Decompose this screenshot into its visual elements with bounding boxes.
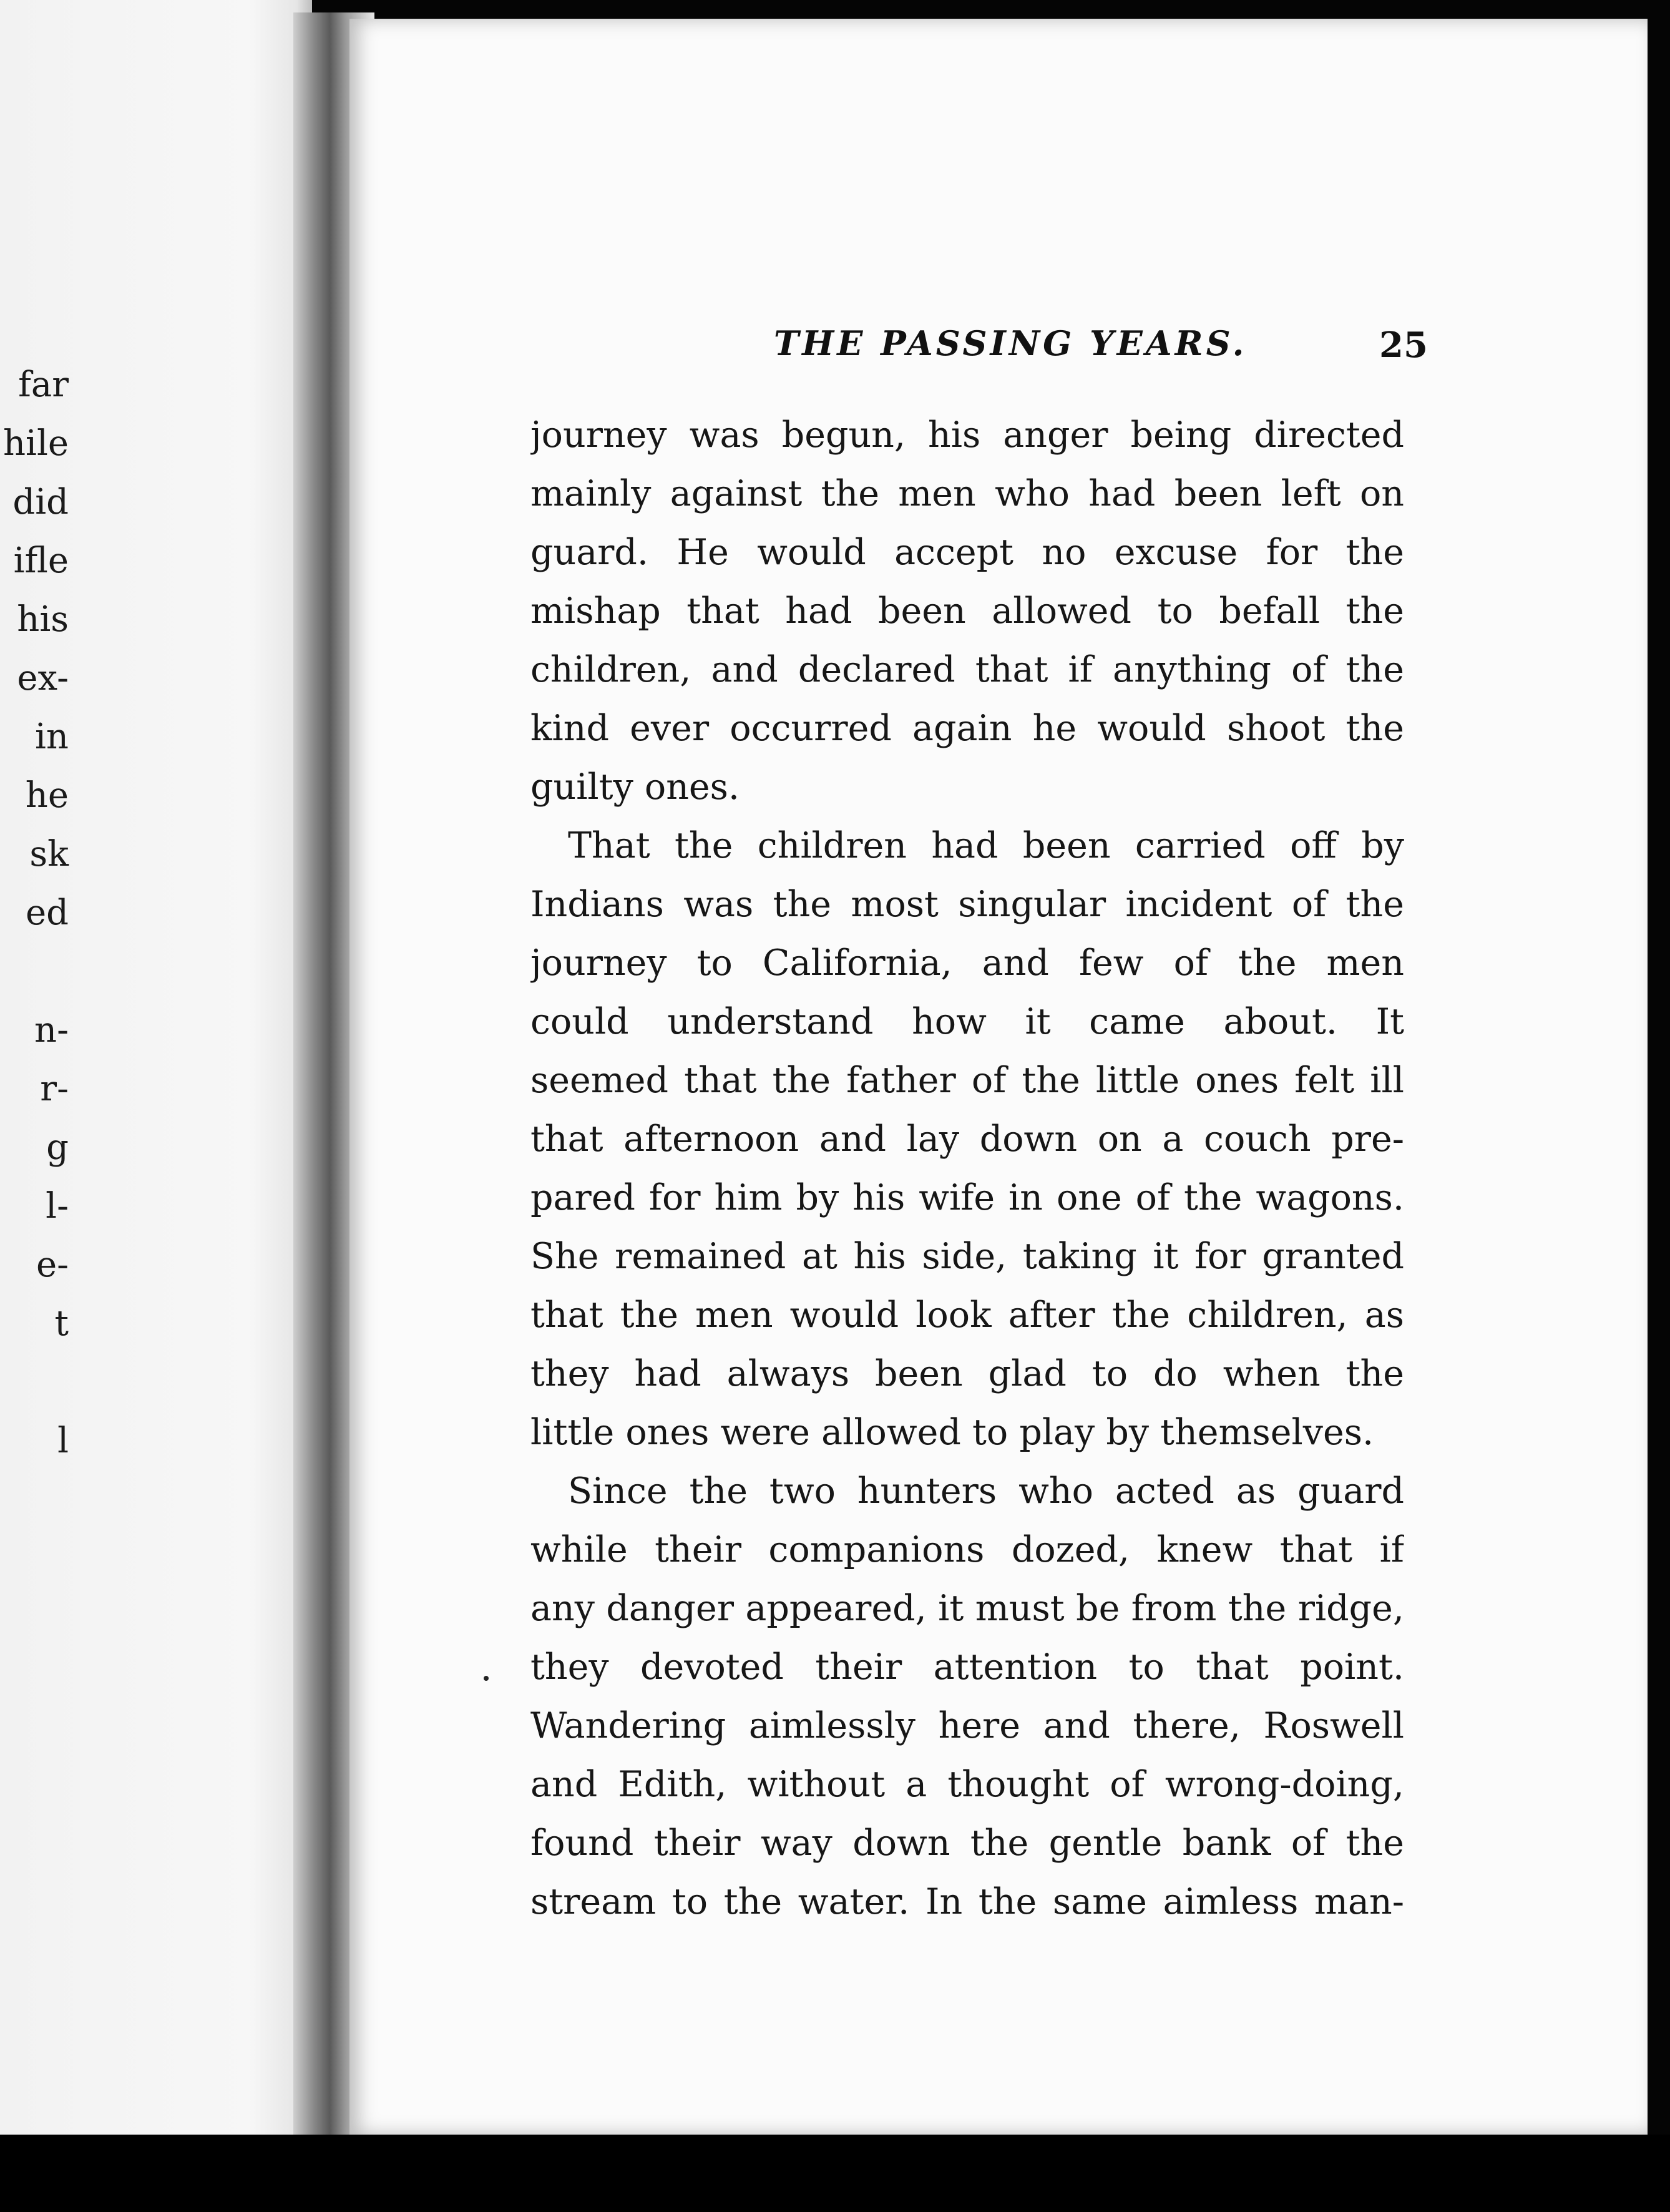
- fragment-line: in: [35, 717, 69, 757]
- fragment-line: e-: [36, 1245, 69, 1285]
- text-line: Indians was the most singular incident of the: [530, 884, 1404, 925]
- running-title: THE PASSING YEARS.: [774, 323, 1248, 363]
- scan-bottom-border: [0, 2135, 1670, 2212]
- text-line: Since the two hunters who acted as guard: [568, 1471, 1404, 1512]
- text-line: stream to the water. In the same aimless man-: [530, 1881, 1404, 1922]
- stray-ink-dot: [484, 1676, 489, 1681]
- text-line: while their companions dozed, knew that if: [530, 1529, 1404, 1570]
- text-line: journey was begun, his anger being directed: [530, 414, 1404, 456]
- text-line: mainly against the men who had been left on: [530, 473, 1404, 514]
- text-line: little ones were allowed to play by themselves.: [530, 1412, 1374, 1453]
- text-line: Wandering aimlessly here and there, Roswell: [530, 1705, 1404, 1746]
- fragment-line: he: [25, 775, 69, 816]
- text-line: could understand how it came about. It: [530, 1001, 1404, 1042]
- fragment-line: g: [46, 1127, 69, 1168]
- fragment-line: [0, 1353, 87, 1412]
- text-line: kind ever occurred again he would shoot the: [530, 708, 1404, 749]
- text-line: found their way down the gentle bank of the: [530, 1823, 1404, 1864]
- text-line: and Edith, without a thought of wrong-doing,: [530, 1764, 1404, 1805]
- fragment-line: did: [12, 482, 69, 522]
- text-line: That the children had been carried off by: [568, 825, 1404, 866]
- fragment-line: n-: [34, 1010, 69, 1050]
- fragment-line: ex-: [17, 658, 69, 698]
- running-header: [349, 306, 1442, 381]
- text-line: any danger appeared, it must be from the ridge,: [530, 1588, 1404, 1629]
- text-line: they devoted their attention to that point.: [530, 1647, 1404, 1688]
- text-line: that afternoon and lay down on a couch pre-: [530, 1118, 1404, 1160]
- fragment-line: far: [18, 365, 69, 405]
- fragment-line: t: [54, 1303, 69, 1344]
- previous-page-text-fragments: [0, 356, 87, 1471]
- text-line: pared for him by his wife in one of the wagons.: [530, 1177, 1404, 1218]
- fragment-line: r-: [40, 1069, 69, 1109]
- fragment-line: [0, 942, 87, 1001]
- fragment-line: his: [17, 599, 69, 640]
- text-line: She remained at his side, taking it for granted: [530, 1236, 1404, 1277]
- text-line: guilty ones.: [530, 766, 740, 808]
- text-line: seemed that the father of the little ones felt ill: [530, 1060, 1404, 1101]
- text-line: guard. He would accept no excuse for the: [530, 532, 1404, 573]
- page-number: 25: [1379, 325, 1428, 366]
- fragment-line: l-: [46, 1186, 69, 1226]
- text-line: children, and declared that if anything of the: [530, 649, 1404, 690]
- text-line: journey to California, and few of the men: [530, 942, 1404, 984]
- fragment-line: ed: [26, 893, 69, 933]
- fragment-line: l: [57, 1421, 69, 1461]
- text-line: that the men would look after the children, as: [530, 1294, 1404, 1336]
- previous-page-edge: [0, 0, 312, 2135]
- page-text-body: [530, 406, 1404, 1931]
- fragment-line: hile: [2, 423, 69, 464]
- fragment-line: ifle: [13, 541, 69, 581]
- text-line: they had always been glad to do when the: [530, 1353, 1404, 1394]
- fragment-line: sk: [29, 834, 69, 874]
- current-page: [349, 19, 1648, 2135]
- text-line: mishap that had been allowed to befall the: [530, 590, 1404, 632]
